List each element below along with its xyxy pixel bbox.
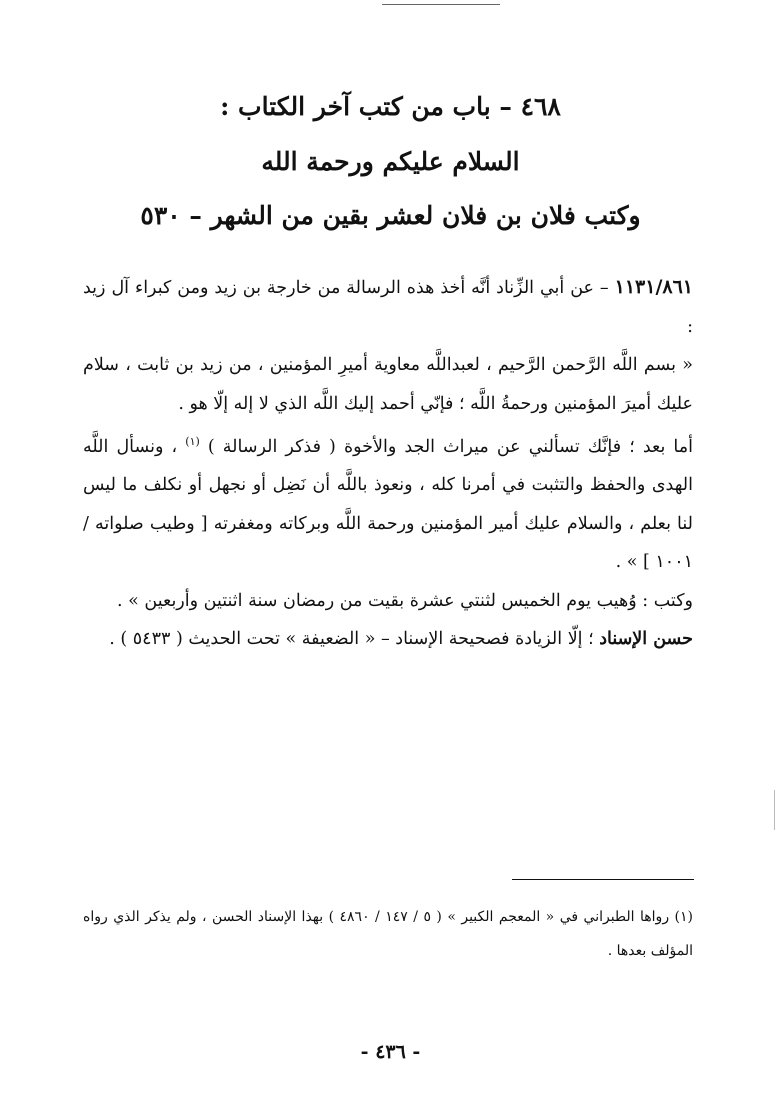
footnote-separator [512,879,694,880]
letter-signature-paragraph: وكتب : وُهيب يوم الخميس لثنتي عشرة بقيت من رمضان سنة اثنتين وأربعين » . [117,590,693,611]
letter-body-start: أما بعد ؛ فإنَّك تسألني عن ميراث الجد والأخوة ( فذكر الرسالة ) [207,436,694,457]
chapter-title-line-3: وكتب فلان بن فلان لعشر بقين من الشهر – ٥٣٠ [140,201,641,230]
hadith-intro: – عن أبي الزِّناد أنَّه أخذ هذه الرسالة من خارجة بن زيد ومن كبراء آل زيد : [83,278,693,337]
letter-body-rest: ، ونسأل اللَّه الهدى والحفظ والتثبت في أمرنا كله ، ونعوذ باللَّه أن نَضِل أو نجهل أو نكلف ما ليس لنا بعلم ، والسلام عليك أمير المؤمنين ورحمة اللَّه وبركاته ومغفرته [ وطيب صلواته / ١٠٠١ ] » . [83,436,693,573]
chapter-title-line-1: ٤٦٨ – باب من كتب آخر الكتاب : [220,92,561,121]
grading-paragraph [83,620,693,659]
letter-body-paragraph [83,423,693,582]
grade-text: ؛ إلّا الزيادة فصحيحة الإسناد – « الضعيفة » تحت الحديث ( ٥٤٣٣ ) . [109,629,600,650]
page-number: - ٤٣٦ - [360,1041,421,1063]
hadith-number: ١١٣١/٨٦١ [614,276,693,298]
hadith-intro-paragraph [83,268,693,346]
top-rule [382,4,500,5]
grade-label: حسن الإسناد [599,629,693,650]
letter-opening-paragraph: « بسم اللَّه الرَّحمن الرَّحيم ، لعبداللَّه معاوية أميرِ المؤمنين ، من زيد بن ثابت ، سلام عليك أميرَ المؤمنين ورحمةُ اللَّه ؛ فإنّي أحمد إليك اللَّه الذي لا إله إلّا هو . [83,355,693,414]
hadith-body [83,268,693,659]
footnote-reference[interactable]: (١) [185,435,200,448]
scan-edge-mark [774,790,775,830]
footnote-text: (١) رواها الطبراني في « المعجم الكبير » ( ٥ / ١٤٧ / ٤٨٦٠ ) بهذا الإسناد الحسن ، ولم يذكر الذي رواه المؤلف بعدها . [83,909,693,959]
chapter-title-line-2: السلام عليكم ورحمة الله [261,147,520,176]
